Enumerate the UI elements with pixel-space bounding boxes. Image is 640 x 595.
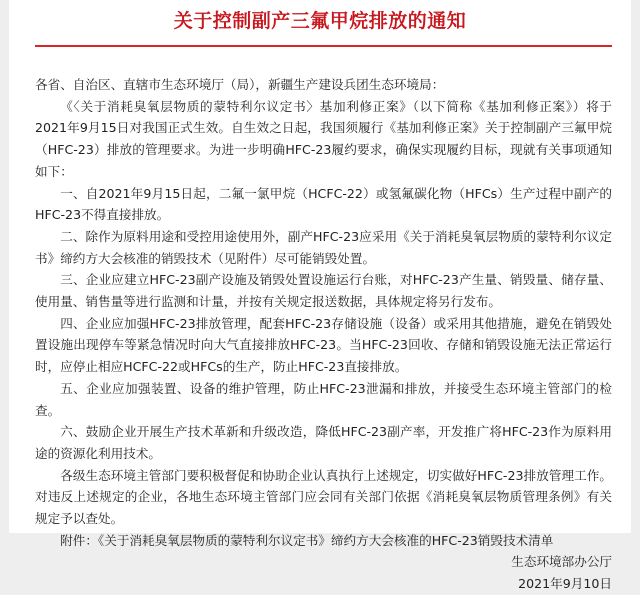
document-body bbox=[35, 74, 612, 595]
salutation: 各省、自治区、直辖市生态环境厅（局），新疆生产建设兵团生态环境局： bbox=[35, 77, 445, 92]
paragraph-intro: 《〈关于消耗臭氧层物质的蒙特利尔议定书〉基加利修正案》（以下简称《基加利修正案》）将于2021年9月15日对我国正式生效。自生效之日起，我国须履行《基加利修正案》关于控制副产三氟甲烷（HFC-23）排放的管理要求。为进一步明确HFC-23履约要求，确保实现履约目标，现就有关事项通知如下： bbox=[35, 98, 612, 179]
paragraph-closing: 各级生态环境主管部门要积极督促和协助企业认真执行上述规定，切实做好HFC-23排放管理工作。对违反上述规定的企业，各地生态环境主管部门应会同有关部门依据《消耗臭氧层物质管理条例》有关规定予以查处。 bbox=[35, 467, 612, 527]
paragraph-item-1: 一、自2021年9月15日起，二氟一氯甲烷（HCFC-22）或氢氟碳化物（HFCs）生产过程中副产的HFC-23不得直接排放。 bbox=[35, 185, 612, 223]
paragraph-item-6: 六、鼓励企业开展生产技术革新和升级改造，降低HFC-23副产率，开发推广将HFC-23作为原料用途的资源化利用技术。 bbox=[35, 424, 612, 461]
attachment-line: 附件：《关于消耗臭氧层物质的蒙特利尔议定书》缔约方大会核准的HFC-23销毁技术清单 bbox=[60, 532, 554, 548]
document-date: 2021年9月10日 bbox=[518, 576, 612, 592]
paragraph-item-5: 五、企业应加强装置、设备的维护管理，防止HFC-23泄漏和排放，并接受生态环境主管部门的检查。 bbox=[35, 380, 612, 418]
title-divider bbox=[35, 45, 612, 47]
signature: 生态环境部办公厅 bbox=[511, 554, 612, 570]
document-title: 关于控制副产三氟甲烷排放的通知 bbox=[173, 10, 467, 32]
paragraph-item-2: 二、除作为原料用途和受控用途使用外，副产HFC-23应采用《关于消耗臭氧层物质的蒙特利尔议定书》缔约方大会核准的销毁技术（见附件）尽可能销毁处置。 bbox=[35, 228, 612, 266]
paragraph-item-4: 四、企业应加强HFC-23排放管理，配套HFC-23存储设施（设备）或采用其他措施，避免在销毁处置设施出现停车等紧急情况时向大气直接排放HFC-23。当HFC-23回收、存储和销毁设施无法正常运行时，应停止相应HCFC-22或HFCs的生产，防止HFC-23直接排放。 bbox=[35, 315, 612, 375]
document-page bbox=[9, 0, 631, 592]
paragraph-item-3: 三、企业应建立HFC-23副产设施及销毁处置设施运行台账，对HFC-23产生量、销毁量、储存量、使用量、销售量等进行监测和计量，并按有关规定报送数据，具体规定将另行发布。 bbox=[35, 272, 612, 310]
